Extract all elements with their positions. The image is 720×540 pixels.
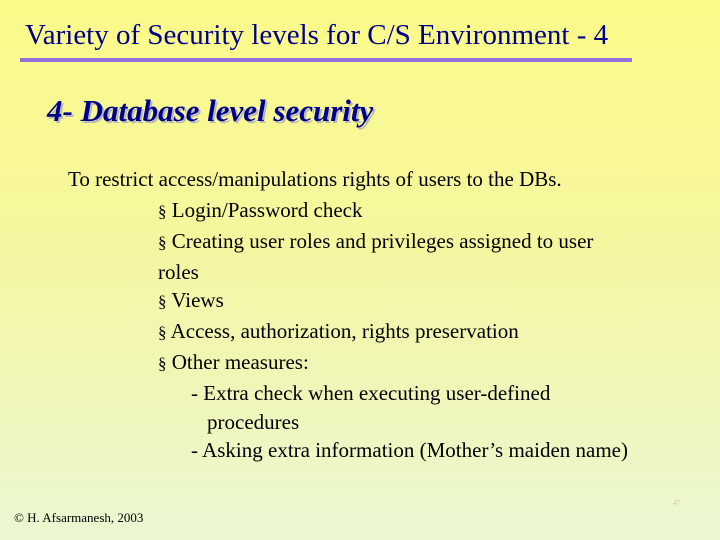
- bullet-item-other: [158, 348, 628, 379]
- bullet-text: Login/Password check: [171, 198, 363, 222]
- bullet-list: [158, 196, 628, 465]
- bullet-text: Views: [171, 288, 224, 313]
- sub-item-extra-info: - Asking extra information (Mother’s maiden name): [191, 438, 629, 463]
- footer-copyright: © H. Afsarmanesh, 2003: [14, 510, 144, 525]
- intro-text: To restrict access/manipulations rights of users to the DBs.: [68, 167, 562, 191]
- bullet-marker-icon: §: [158, 202, 167, 221]
- bullet-marker-icon: §: [158, 353, 167, 373]
- bullet-item-login: [158, 196, 628, 227]
- bullet-text: Creating user roles and privileges assigned to user roles: [158, 228, 594, 284]
- bullet-marker-icon: §: [158, 323, 167, 343]
- section-heading: 4- Database level security: [47, 93, 374, 128]
- bullet-item-views: [158, 286, 628, 317]
- slide-title: Variety of Security levels for C/S Environment - 4: [25, 19, 609, 51]
- bullet-text: Access, authorization, rights preservation: [170, 319, 519, 344]
- bullet-marker-icon: §: [158, 292, 167, 312]
- bullet-item-roles: [158, 227, 628, 287]
- bullet-text: Other measures:: [171, 349, 309, 374]
- sub-item-extra-check: - Extra check when executing user-defined procedures: [191, 380, 551, 434]
- slide-number: 47: [673, 499, 680, 507]
- bullet-item-access: [158, 317, 628, 348]
- title-divider: [20, 58, 632, 62]
- bullet-marker-icon: §: [158, 232, 167, 252]
